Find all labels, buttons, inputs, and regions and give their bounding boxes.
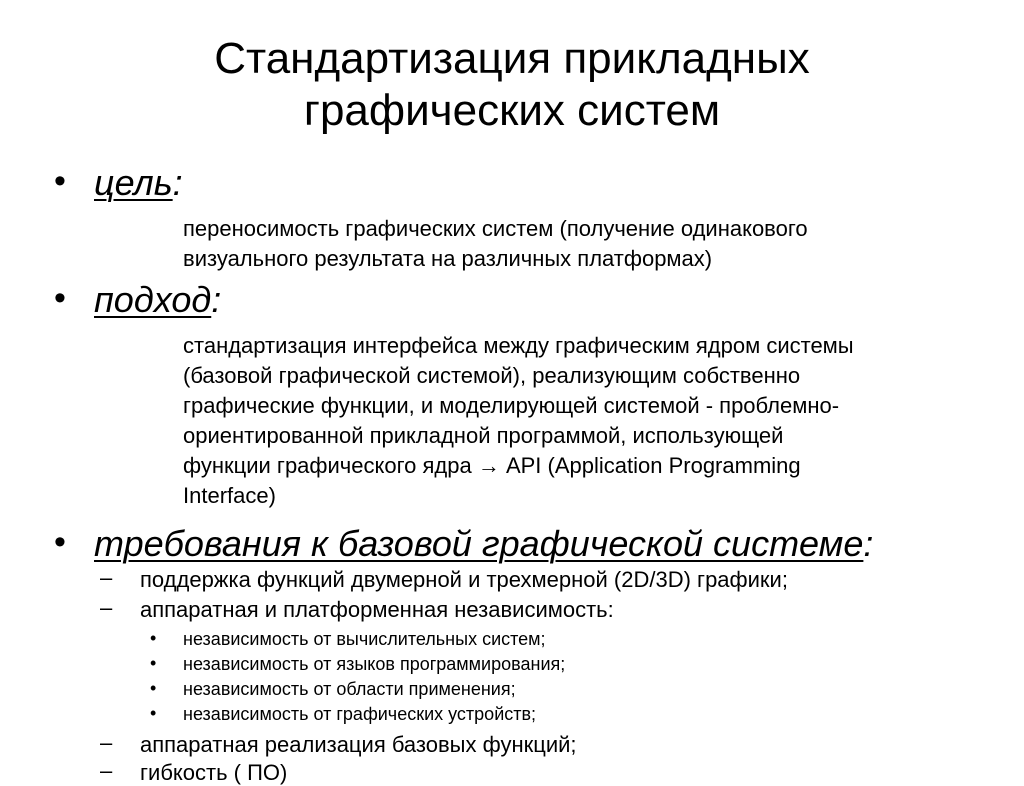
approach-text-line: функции графического ядра → API (Application Programming	[183, 453, 801, 478]
dash-icon: –	[100, 565, 113, 590]
slide-title	[0, 33, 1024, 137]
bullet-requirements-label-suffix: :	[863, 523, 874, 564]
approach-text-line: графические функции, и моделирующей системой - проблемно-	[183, 393, 840, 418]
bullet-approach-label-text: подход	[94, 279, 212, 320]
bullet-goal-label-suffix: :	[172, 162, 183, 203]
approach-text-line: стандартизация интерфейса между графическим ядром системы	[183, 333, 854, 358]
approach-text-line: Interface)	[183, 483, 276, 508]
bullet-dot-icon: •	[54, 162, 66, 200]
bullet-goal-label-text: цель	[94, 162, 173, 203]
approach-text	[183, 331, 854, 511]
slide-title-line-1: Стандартизация прикладных	[214, 34, 810, 83]
approach-text-line: ориентированной прикладной программой, использующей	[183, 423, 784, 448]
requirement-subitem-text: независимость от области применения;	[183, 679, 516, 699]
bullet-dot-icon: •	[54, 279, 66, 317]
bullet-approach-label-suffix: :	[211, 279, 222, 320]
goal-text-line: переносимость графических систем (получение одинакового	[183, 216, 808, 241]
requirement-subitem-text: независимость от языков программирования;	[183, 654, 566, 674]
requirement-subitem-text: независимость от вычислительных систем;	[183, 629, 546, 649]
requirement-item-text: аппаратная реализация базовых функций;	[140, 732, 577, 757]
bullet-goal-label	[94, 163, 183, 203]
dash-icon: –	[100, 758, 113, 783]
sub-bullet-icon: •	[150, 678, 157, 698]
approach-text-line: (базовой графической системой), реализующим собственно	[183, 363, 801, 388]
requirement-item-text: гибкость ( ПО)	[140, 760, 288, 785]
goal-text	[183, 214, 808, 274]
requirement-item-text: поддержка функций двумерной и трехмерной (2D/3D) графики;	[140, 567, 788, 592]
sub-bullet-icon: •	[150, 628, 157, 648]
dash-icon: –	[100, 595, 113, 620]
sub-bullet-icon: •	[150, 703, 157, 723]
goal-text-line: визуального результата на различных платформах)	[183, 246, 713, 271]
requirement-subitem-text: независимость от графических устройств;	[183, 704, 537, 724]
sub-bullet-icon: •	[150, 653, 157, 673]
requirement-item-text: аппаратная и платформенная независимость:	[140, 597, 614, 622]
bullet-requirements-label	[94, 524, 873, 564]
bullet-approach-label	[94, 280, 221, 320]
dash-icon: –	[100, 730, 113, 755]
bullet-dot-icon: •	[54, 523, 66, 561]
bullet-requirements-label-text: требования к базовой графической системе	[94, 523, 864, 564]
slide-title-line-2: графических систем	[303, 86, 721, 135]
